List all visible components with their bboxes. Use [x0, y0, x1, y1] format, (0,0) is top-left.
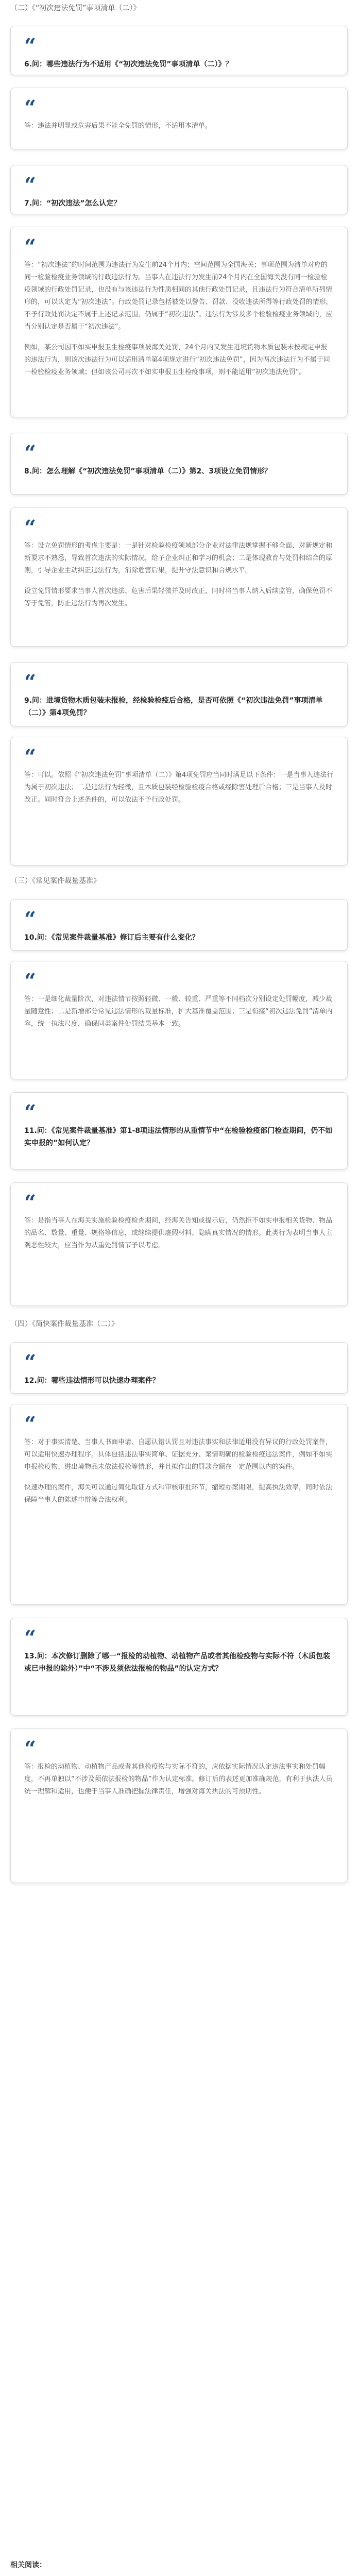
quote-icon: “	[24, 1737, 37, 1761]
answer-card-8	[10, 507, 348, 647]
question-card-10	[10, 899, 348, 951]
question-card-8	[10, 433, 348, 495]
quote-icon: “	[24, 969, 37, 993]
quote-icon: “	[24, 1626, 37, 1650]
quote-icon: “	[24, 1100, 37, 1125]
question-card-7	[10, 165, 348, 214]
quote-icon: “	[24, 235, 37, 259]
answer-card-6	[10, 88, 348, 149]
question-card-13	[10, 1618, 348, 1716]
quote-icon: “	[24, 173, 37, 197]
related-reading-label: 相关阅读：	[10, 2561, 46, 2569]
question-text: 12.问：哪些违法情形可以快速办理案件？	[24, 1377, 160, 1385]
question-text: 7.问：“初次违法”怎么认定？	[24, 199, 121, 208]
answer-text: 答：设立免罚情形的考虑主要是：一是针对检验检疫领域部分企业对法律法规掌握不够全面、对新规定和新要求不熟悉，导致首次违法的实际情况，给予企业纠正和学习的机会；二是体现教育与处罚相结合的原则，引导企业主动纠正违法行为，消除危害后果，提升守法意识和合规水平。	[24, 542, 333, 574]
answer-card-12	[10, 1404, 348, 1605]
quote-icon: “	[24, 516, 37, 540]
question-text: 11.问：《常见案件裁量基准》第1-8项违法情形的从重情节中“在检验检疫部门检查期间，仍不如实申报的”如何认定？	[24, 1127, 333, 1147]
answer-text: 答：是指当事人在海关实施检验检疫检查期间，经海关告知或提示后，仍然拒不如实申报相关货物、物品的品名、数量、重量、规格等信息，或继续提供虚假材料、隐瞒真实情况的情形。此类行为表明当事人主观恶性较大，应当作为从重处罚情节予以考虑。	[24, 1217, 333, 1249]
quote-icon: “	[24, 1350, 37, 1375]
quote-icon: “	[24, 1412, 37, 1436]
quote-icon: “	[24, 1191, 37, 1215]
answer-text: 快速办理的案件，海关可以通过简化取证方式和审核审批环节，缩短办案期限，提高执法效率，同时依法保障当事人的陈述申辩等合法权利。	[24, 1484, 333, 1504]
answer-card-7	[10, 227, 348, 417]
question-card-12	[10, 1342, 348, 1394]
question-card-6	[10, 26, 348, 75]
answer-text: 答：违法并明显或危害后果不能全免罚的情形，不适用本清单。	[24, 122, 212, 130]
answer-text: 答：报检的动植物、动植物产品或者其他检疫物与实际不符的，应依据实际情况认定违法事实和处罚幅度，不再单独以“不涉及须依法报检的物品”作为认定标准。修订后的表述更加准确规范，有利于执法人员统一理解和适用，也便于当事人准确把握法律责任，增强对海关执法的可预期性。	[24, 1763, 333, 1795]
answer-text: 答：对于事实清楚、当事人书面申请、自愿认错认罚且对违法事实和法律适用没有异议的行政处罚案件，可以适用快速办理程序。具体包括违法事实简单、证据充分、案情明确的检验检疫违法案件，例如不如实申报检疫物、进出境物品未依法报检等情形，并且拟作出的罚款金额在一定范围以内的案件。	[24, 1438, 333, 1471]
question-card-9	[10, 662, 348, 726]
quote-icon: “	[24, 34, 37, 58]
question-text: 6.问：哪些违法行为不适用《“初次违法免罚”事项清单（二）》？	[24, 60, 233, 69]
answer-text: 设立免罚情形要求当事人首次违法、危害后果轻微并及时改正，同时将当事人纳入后续监管，确保免罚不等于免管，防止违法行为再次发生。	[24, 587, 333, 607]
section-title-3: （三）《常见案件裁量基准》	[10, 877, 100, 885]
quote-icon: “	[24, 441, 37, 465]
section-title-4: （四）《简快案件裁量基准（二）》	[10, 1320, 118, 1328]
answer-card-13	[10, 1728, 348, 1883]
answer-text: 例如，某公司因不如实申报卫生检疫事项被海关处罚，24个月内又发生进境货物木质包装未按规定申报的违法行为，则该次违法行为可以适用清单第4项规定进行“初次违法免罚”，因为两次违法行为不属于同一检验检疫业务领域；但如该公司再次不如实申报卫生检疫事项，则不能适用“初次违法免罚”。	[24, 344, 330, 376]
answer-card-10	[10, 961, 348, 1079]
answer-card-11	[10, 1182, 348, 1306]
answer-text: 答：一是细化裁量阶次，对违法情节按照轻微、一般、较重、严重等不同档次分别设定处罚幅度，减少裁量随意性；二是新增部分常见违法情形的裁量标准，扩大基准覆盖范围；三是衔接“初次违法免罚”清单内容，统一执法尺度，确保同类案件处罚结果基本一致。	[24, 995, 333, 1028]
answer-card-9	[10, 737, 348, 866]
answer-text: 答：可以。依照《“初次违法免罚”事项清单（二）》第4项免罚应当同时满足以下条件：一是当事人违法行为属于初次违法；二是违法行为轻微，且木质包装经检验检疫合格或经除害处理后合格；三是当事人及时改正。同时符合上述条件的，可以依法不予行政处罚。	[24, 771, 334, 804]
question-text: 10.问：《常见案件裁量基准》修订后主要有什么变化？	[24, 934, 199, 942]
question-card-11	[10, 1092, 348, 1170]
question-text: 9.问：进境货物木质包装未报检，经检验检疫后合格，是否可依照《“初次违法免罚”事项清单（二）》第4项免罚？	[24, 697, 323, 717]
answer-text: 答：“初次违法”的时间范围为违法行为发生前24个月内；空间范围为全国海关；事项范围为清单对应的同一检验检疫业务领域的行政违法行为。当事人在违法行为发生前24个月内在全国海关没有同一检验检疫领域的行政处罚记录，也没有与该违法行为性质相同的其他行政处罚记录，且违法行为符合清单所列情形的，可以认定为“初次违法”。行政处罚记录包括被处以警告、罚款、没收违法所得等行政处罚的情形，不予行政处罚决定不属于上述记录范围，仍属于“初次违法”。违法行为涉及多个检验检疫业务领域的，应当分别认定是否属于“初次违法”。	[24, 261, 333, 331]
quote-icon: “	[24, 670, 37, 694]
question-text: 8.问：怎么理解《“初次违法免罚”事项清单（二）》第2、3项设立免罚情形？	[24, 467, 271, 476]
quote-icon: “	[24, 96, 37, 120]
quote-icon: “	[24, 745, 37, 769]
quote-icon: “	[24, 907, 37, 931]
section-title-2: （二）《“初次违法免罚”事项清单（二）》	[10, 4, 141, 12]
question-text: 13.问：本次修订删除了哪一“报检的动植物、动植物产品或者其他检疫物与实际不符（木质包装或已申报的除外）”中“不涉及须依法报检的物品”的认定方式？	[24, 1652, 330, 1673]
